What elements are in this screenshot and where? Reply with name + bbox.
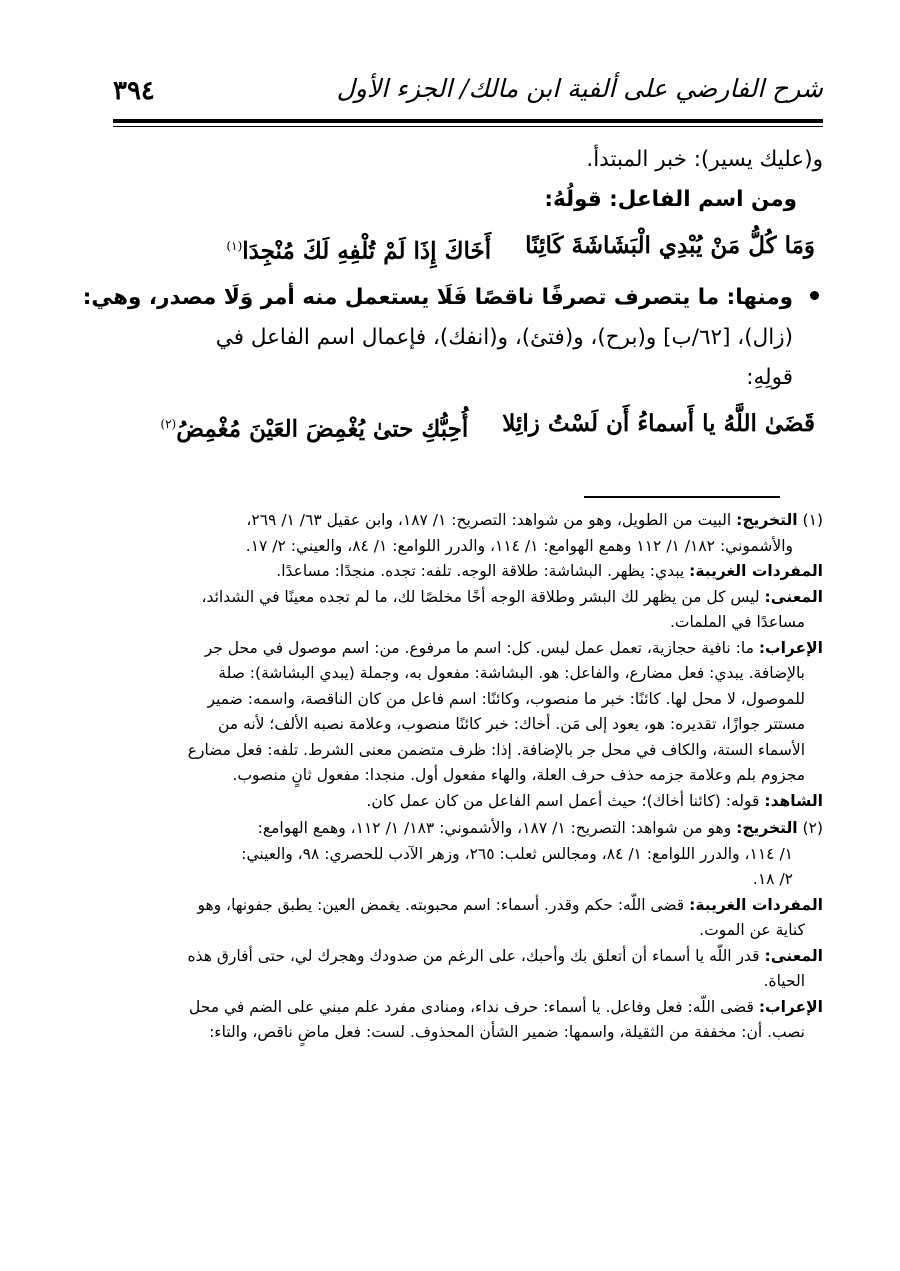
footnote-line [108,789,823,815]
footnote-label: التخريج: [736,819,798,837]
footnote-line: مساعدًا في الملمات. [669,613,805,631]
footnote-line [108,636,823,662]
footnotes [108,508,823,1048]
footnote-line [108,893,823,919]
meaning-label: المعنى: [764,587,823,606]
footnote-line: نصب. أن: مخففة من الثقيلة، واسمها: ضمير الشأن المحذوف. لست: فعل ماضٍ ناقص، والتاء: [209,1023,805,1041]
footnote-separator [584,496,780,498]
footnote-ref-2: (٢) [160,416,177,431]
bullet-line-2: (زال)، [٦٢/ب] و(برح)، و(فتئ)، و(انفك)، فإعمال اسم الفاعل في [215,324,793,350]
footnote-line [108,508,823,534]
meaning-text: قدر اللَّه يا أسماء أن أتعلق بك وأحبك، على الرغم من صدودك وهجرك لي، حتى أفارق هذه [187,946,760,965]
footnote-1 [108,508,823,814]
verse-2-hemistich-1: قَضَىٰ اللَّهُ يا أَسماءُ أَن لَسْتُ زائِلا [502,409,815,437]
footnote-line [108,816,823,842]
bullet-line-3: قولِهِ: [746,364,793,390]
footnote-ref-1: (١) [226,239,243,253]
irab-label: الإعراب: [758,997,823,1016]
footnote-line [108,944,823,970]
vocab-label: المفردات الغريبة: [689,562,823,580]
footnote-line [108,585,823,611]
meaning-label: المعنى: [764,946,823,965]
section-heading: ومن اسم الفاعل: قولُهُ: [544,187,797,212]
text-line: و(عليك يسير): خبر المبتدأ. [586,147,823,172]
verse-2 [113,404,823,450]
verse-2-hemistich-2-text: أُحِبُّكِ حتىٰ يُغْمِضَ العَيْنَ مُغْمِضُ [176,415,469,443]
footnote-line: الأسماء الستة، والكاف في محل جر بالإضافة. إذا: ظرف متضمن معنى الشرط. تلفه: فعل مضارع [187,740,805,759]
irab-text: قضى اللَّه: فعل وفاعل. يا أسماء: حرف نداء، ومنادى مفرد علم مبني على الضم في محل [189,997,754,1016]
footnote-line: ٢/ ١٨. [752,870,793,888]
meaning-text: ليس كل من يظهر لك البشر وطلاقة الوجه أخًا مخلصًا لك، ما لم تجده معينًا في الشدائد، [201,587,760,606]
footnote-label: التخريج: [736,511,798,529]
footnote-line: الحياة. [763,972,805,990]
vocab-text: قضى اللَّه: حكم وقدر. أسماء: اسم محبوبته. يغمض العين: يطبق جفونها، وهو [197,895,685,914]
footnote-text: وهو من شواهد: التصريح: ١/ ١٨٧، والأشموني: ١٨٣/ ١/ ١١٢، وهمع الهوامع: [257,819,732,837]
irab-label: الإعراب: [758,638,823,657]
footnote-line: مستتر جوازًا، تقديره: هو، يعود إلى مَن. أخاك: خبر كائنًا منصوب، وعلامة نصبه الألف؛ لأنه من [218,715,805,733]
footnote-number: (٢) [802,819,823,837]
page-header [113,68,823,118]
verse-1-hemistich-2 [226,226,491,272]
verse-2-hemistich-2 [160,404,468,450]
footnote-line: ١/ ١١٤، والدرر اللوامع: ١/ ٨٤، ومجالس ثعلب: ٢٦٥، وزهر الآدب للحصري: ٩٨، والعيني: [241,844,793,863]
vocab-text: يبدي: يظهر. البشاشة: طلاقة الوجه. تلفه: تجده. منجدًا: مساعدًا. [276,562,685,580]
footnote-line: والأشموني: ١٨٢/ ١/ ١١٢ وهمع الهوامع: ١/ ١١٤، والدرر اللوامع: ١/ ٨٤، والعيني: ٢/ ١٧. [245,536,793,555]
irab-text: ما: نافية حجازية، تعمل عمل ليس. كل: اسم ما مرفوع. من: اسم موصول في محل جر [204,638,754,657]
bullet-icon [810,291,819,300]
bullet-paragraph [82,278,823,398]
verse-1-hemistich-2-text: أَخَاكَ إِذَا لَمْ تُلْفِهِ لَكَ مُنْجِدَا [242,237,492,265]
footnote-line: كناية عن الموت. [699,921,805,939]
footnote-line: بالإضافة. يبدي: فعل مضارع، والفاعل: هو. البشاشة: مفعول به، وجملة (يبدي البشاشة): صلة [218,664,805,682]
page-number: ٣٩٤ [113,76,155,106]
main-text [82,140,823,455]
vocab-label: المفردات الغريبة: [689,895,823,914]
footnote-line [108,559,823,585]
running-title: شرح الفارضي على ألفية ابن مالك/ الجزء الأول [336,74,823,103]
shahid-text: قوله: (كائنا أخاك)؛ حيث أعمل اسم الفاعل من كان عمل كان. [366,791,760,810]
footnote-text: البيت من الطويل، وهو من شواهد: التصريح: ١/ ١٨٧، وابن عقيل ٦٣/ ١/ ٢٦٩، [246,511,732,529]
shahid-label: الشاهد: [764,791,823,810]
footnote-number: (١) [802,511,823,529]
verse-1 [113,226,823,272]
bullet-line-1: ومنها: ما يتصرف تصرفًا ناقصًا فَلَا يستعمل منه أمر وَلَا مصدر، وهي: [82,284,793,310]
footnote-line [108,995,823,1021]
header-rule-thin [113,126,823,127]
footnote-line: مجزوم بلم وعلامة جزمه حذف حرف العلة، والهاء مفعول أول. منجدا: مفعول ثانٍ منصوب. [232,766,805,784]
verse-1-hemistich-1: وَمَا كُلُّ مَنْ يُبْدِي الْبَشَاشَةَ كَائِنًا [525,232,815,259]
footnote-2 [108,816,823,1046]
footnote-line: للموصول، لا محل لها. كائنًا: خبر ما منصوب، وكائنًا: اسم فاعل من كان الناقصة، واسمه: ضمير [207,689,805,708]
header-rule-thick [113,119,823,123]
